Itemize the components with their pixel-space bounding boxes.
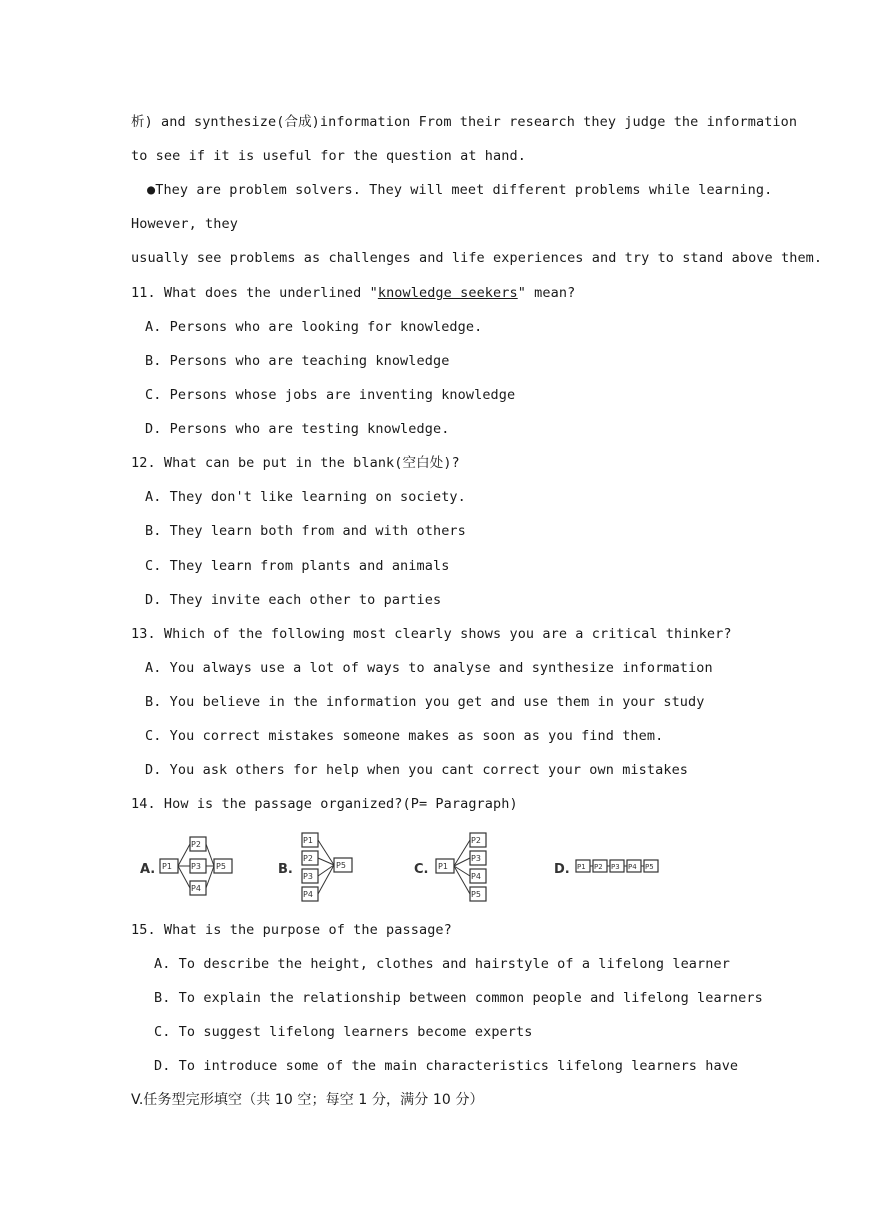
question-11-stem [131, 284, 575, 302]
connector [178, 844, 190, 866]
question-12-option-c: C. They learn from plants and animals [145, 558, 450, 574]
box-p2-label: P2 [303, 854, 313, 863]
connector [178, 866, 190, 888]
box-p2-label: P2 [471, 836, 481, 845]
structure-diagrams [136, 826, 666, 910]
connector [206, 866, 214, 888]
question-15-stem: 15. What is the purpose of the passage? [131, 922, 452, 938]
connector [206, 844, 214, 866]
box-p1-label: P1 [438, 862, 448, 871]
diagram-c [414, 833, 486, 901]
diagram-d-label: D. [554, 862, 570, 877]
question-15-option-a: A. To describe the height, clothes and hairstyle of a lifelong learner [154, 956, 730, 972]
box-p4-label: P4 [628, 863, 637, 871]
box-p3-label: P3 [191, 862, 201, 871]
connector [318, 865, 334, 876]
question-12-stem: 12. What can be put in the blank(空白处)? [131, 455, 460, 471]
diagram-d [554, 860, 658, 877]
question-11-option-a: A. Persons who are looking for knowledge. [145, 319, 483, 335]
box-p5-label: P5 [471, 890, 481, 899]
section-v-heading: V.任务型完形填空（共 10 空；每空 1 分，满分 10 分） [131, 1092, 484, 1108]
box-p1-label: P1 [577, 863, 586, 871]
passage-line-3: ●They are problem solvers. They will meet different problems while learning. [147, 182, 773, 198]
question-12-option-a: A. They don't like learning on society. [145, 489, 466, 505]
box-p2-label: P2 [191, 840, 201, 849]
passage-line-5: usually see problems as challenges and life experiences and try to stand above them. [131, 250, 823, 266]
box-p3-label: P3 [303, 872, 313, 881]
passage-line-1: 析) and synthesize(合成)information From their research they judge the information [131, 114, 798, 130]
box-p4-label: P4 [303, 890, 313, 899]
question-11-suffix: " mean? [517, 285, 576, 301]
box-p2-label: P2 [594, 863, 603, 871]
box-p1-label: P1 [303, 836, 313, 845]
question-13-option-a: A. You always use a lot of ways to analyse and synthesize information [145, 660, 713, 676]
box-p4-label: P4 [191, 884, 201, 893]
box-p3-label: P3 [471, 854, 481, 863]
passage-line-4: However, they [131, 216, 238, 232]
question-11-option-d: D. Persons who are testing knowledge. [145, 421, 450, 437]
connector [454, 866, 470, 894]
question-11-option-c: C. Persons whose jobs are inventing knowledge [145, 387, 516, 403]
question-15-option-b: B. To explain the relationship between common people and lifelong learners [154, 990, 763, 1006]
box-p5-label: P5 [336, 861, 346, 870]
diagram-a-label: A. [140, 862, 156, 877]
diagram-b-label: B. [278, 862, 293, 877]
question-15-option-c: C. To suggest lifelong learners become experts [154, 1024, 533, 1040]
box-p4-label: P4 [471, 872, 481, 881]
diagram-a [140, 837, 232, 895]
box-p1-label: P1 [162, 862, 172, 871]
question-13-option-d: D. You ask others for help when you cant correct your own mistakes [145, 762, 689, 778]
question-13-option-b: B. You believe in the information you get and use them in your study [145, 694, 705, 710]
question-12-option-d: D. They invite each other to parties [145, 592, 442, 608]
question-13-stem: 13. Which of the following most clearly shows you are a critical thinker? [131, 626, 732, 642]
question-13-option-c: C. You correct mistakes someone makes as soon as you find them. [145, 728, 664, 744]
diagram-c-label: C. [414, 862, 429, 877]
question-11-prefix: 11. What does the underlined " [131, 285, 378, 301]
connector [318, 865, 334, 894]
question-11-option-b: B. Persons who are teaching knowledge [145, 353, 450, 369]
question-12-option-b: B. They learn both from and with others [145, 523, 466, 539]
question-15-option-d: D. To introduce some of the main characteristics lifelong learners have [154, 1058, 739, 1074]
box-p5-label: P5 [645, 863, 654, 871]
passage-line-2: to see if it is useful for the question at hand. [131, 148, 526, 164]
box-p3-label: P3 [611, 863, 620, 871]
question-11-underlined-term: knowledge seekers [377, 285, 518, 301]
question-14-stem: 14. How is the passage organized?(P= Paragraph) [131, 796, 518, 812]
box-p5-label: P5 [216, 862, 226, 871]
diagram-b [278, 833, 352, 901]
